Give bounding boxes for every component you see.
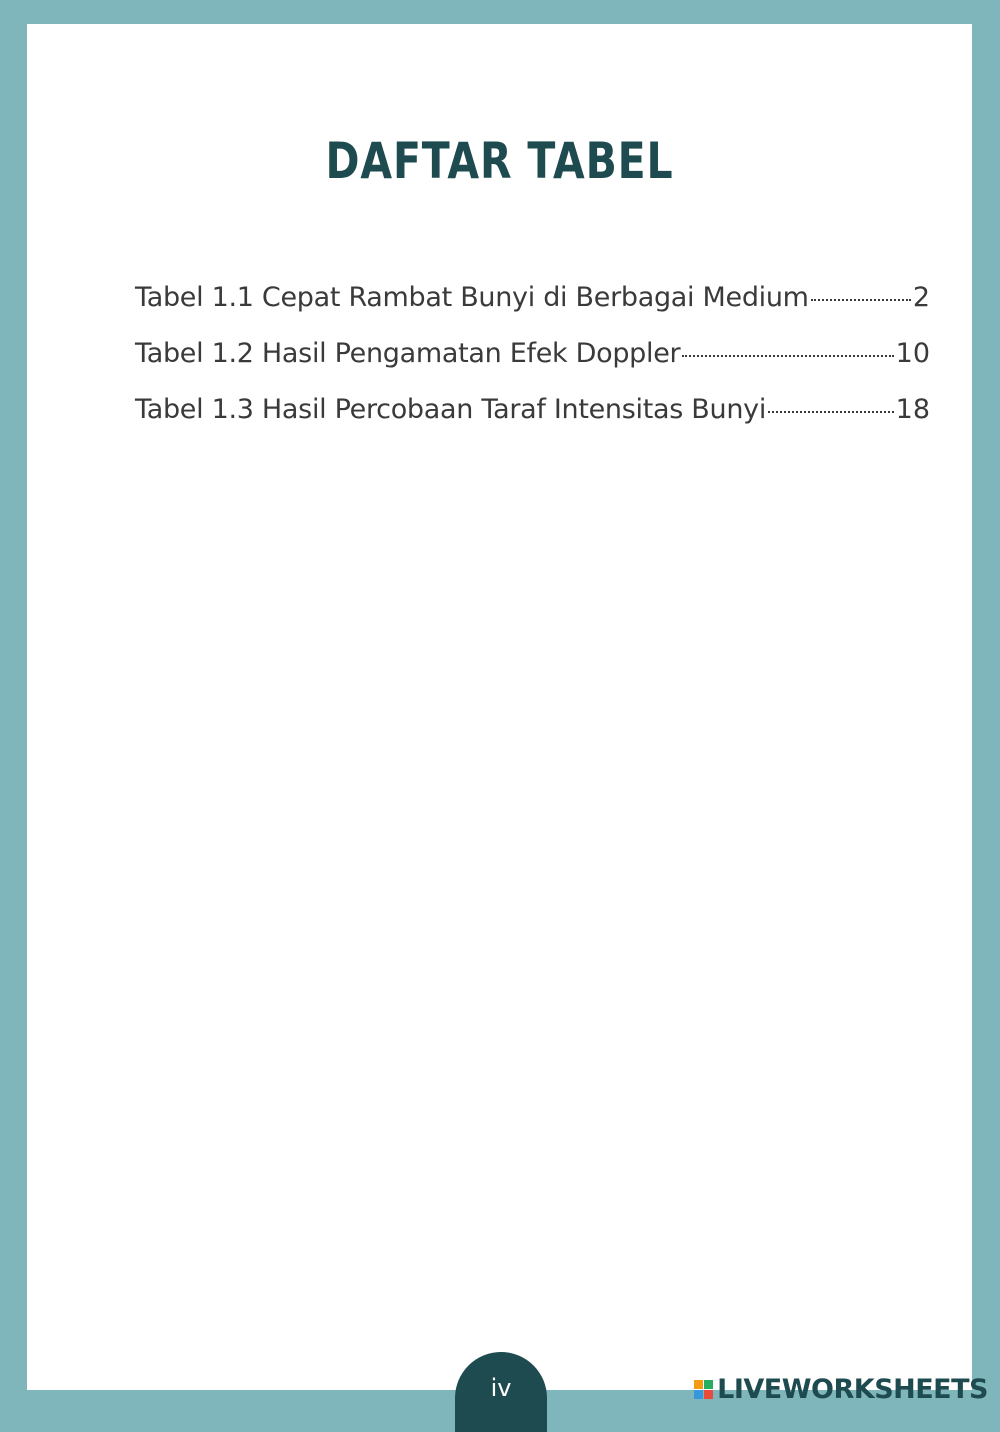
liveworksheets-watermark (694, 1374, 988, 1405)
toc-entry-label: Tabel 1.1 Cepat Rambat Bunyi di Berbagai Medium (135, 282, 809, 313)
toc-leader-dots (811, 299, 911, 301)
toc-entry-page: 2 (912, 282, 930, 313)
page-number: iv (490, 1374, 512, 1402)
table-of-tables (135, 282, 930, 450)
toc-entry-label: Tabel 1.2 Hasil Pengamatan Efek Doppler (135, 338, 681, 369)
toc-entry-page: 10 (895, 338, 930, 369)
page-title: DAFTAR TABEL (325, 132, 674, 190)
toc-leader-dots (768, 411, 894, 413)
toc-leader-dots (682, 355, 893, 357)
toc-entry (135, 282, 930, 338)
toc-entry-page: 18 (895, 394, 930, 425)
watermark-text: LIVEWORKSHEETS (717, 1374, 988, 1405)
document-page (27, 24, 972, 1390)
liveworksheets-logo-icon (694, 1380, 713, 1399)
toc-entry (135, 394, 930, 450)
toc-entry-label: Tabel 1.3 Hasil Percobaan Taraf Intensitas Bunyi (135, 394, 767, 425)
toc-entry (135, 338, 930, 394)
